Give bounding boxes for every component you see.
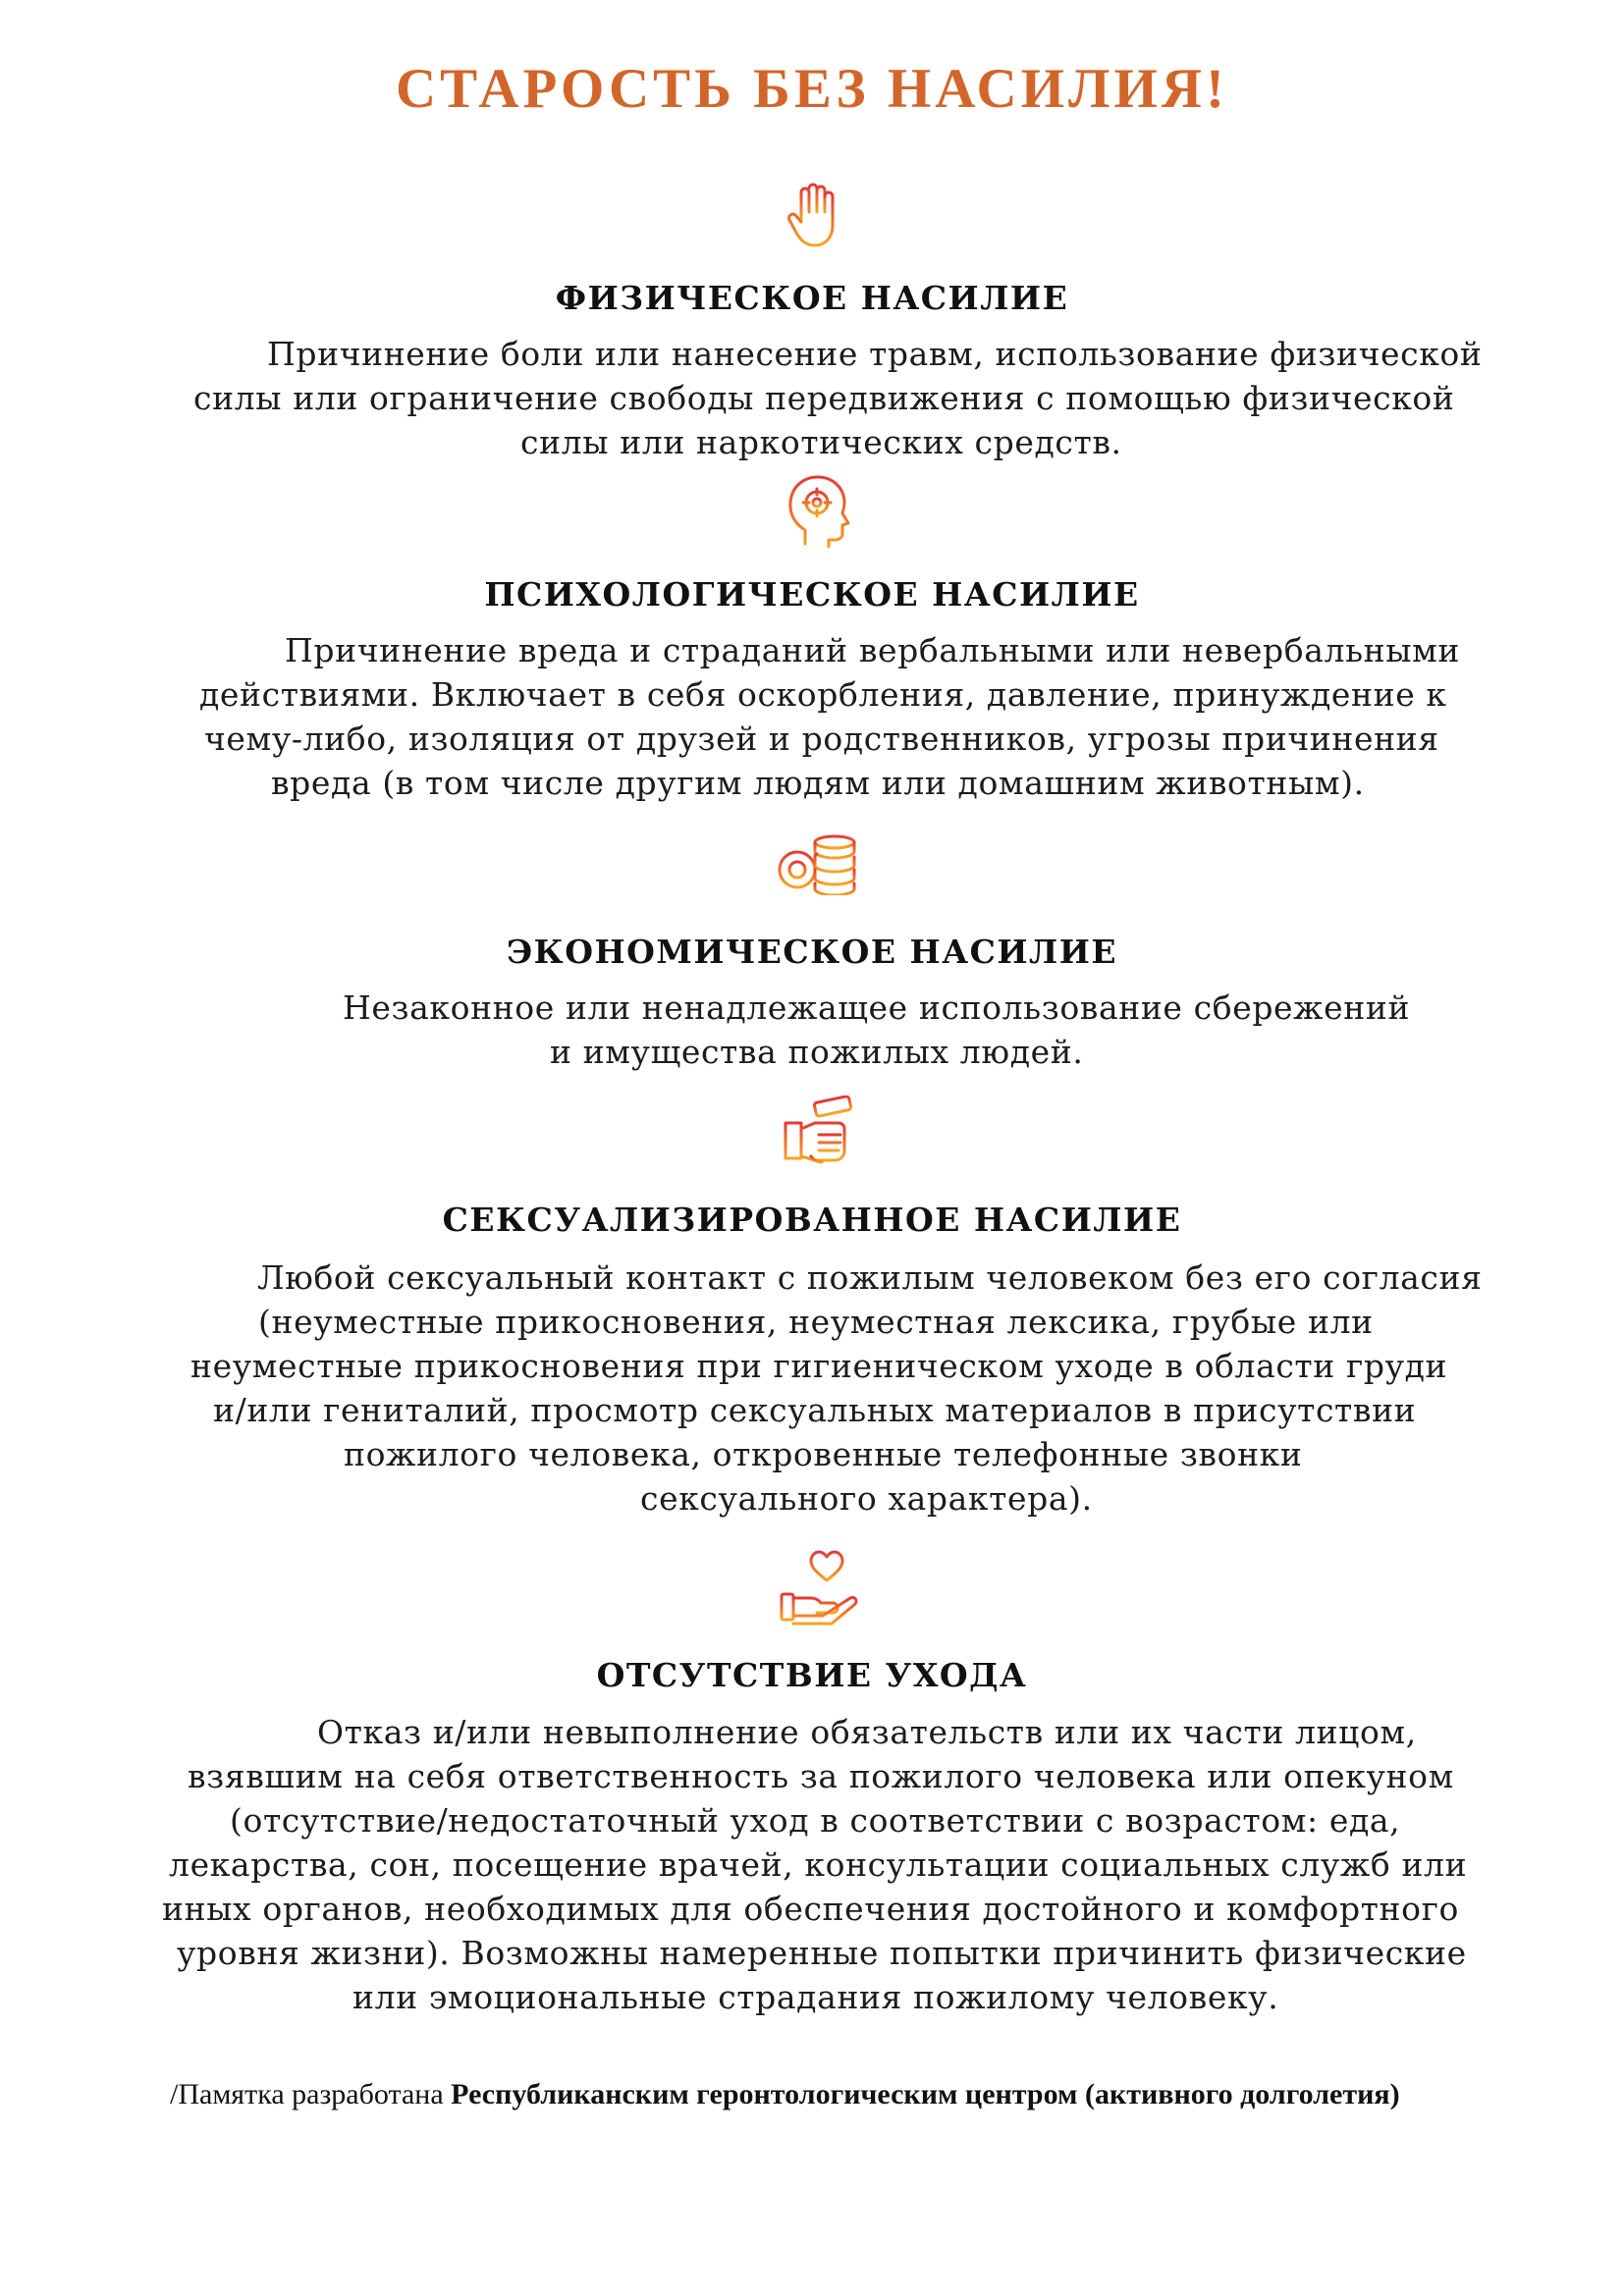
section-text-line: иных органов, необходимых для обеспечения достойного и комфортного (162, 1890, 1459, 1928)
section-text-line: уровня жизни). Возможны намеренные попытки причинить физические (177, 1934, 1467, 1972)
page-title: СТАРОСТЬ БЕЗ НАСИЛИЯ! (396, 58, 1228, 120)
section-text-line: сексуального характера). (640, 1479, 1093, 1518)
section-text-line: Незаконное или ненадлежащее использование сбережений (343, 988, 1411, 1027)
footer-credit (170, 2078, 1400, 2111)
section-text-line: Любой сексуальный контакт с пожилым человеком без его согласия (257, 1258, 1483, 1297)
coins-icon (776, 832, 864, 895)
section-text-line: (отсутствие/недостаточный уход в соответствии с возрастом: еда, (230, 1801, 1401, 1840)
section-text-line: взявшим на себя ответственность за пожилого человека или опекуном (188, 1757, 1454, 1795)
section-text-line: и/или гениталий, просмотр сексуальных материалов в присутствии (213, 1391, 1417, 1429)
raised-hand-icon (784, 177, 846, 251)
section-text-line: лекарства, сон, посещение врачей, консультации социальных служб или (169, 1845, 1468, 1884)
handshake-icon (780, 1095, 858, 1170)
section-heading-neglect: ОТСУТСТВИЕ УХОДА (596, 1656, 1028, 1694)
section-heading-economic: ЭКОНОМИЧЕСКОЕ НАСИЛИЕ (506, 933, 1118, 971)
section-text-line: Причинение боли или нанесение травм, использование физической (267, 335, 1483, 373)
section-heading-physical: ФИЗИЧЕСКОЕ НАСИЛИЕ (555, 279, 1069, 317)
footer-prefix: /Памятка разработана (170, 2078, 452, 2110)
section-text-line: Причинение вреда и страданий вербальными или невербальными (285, 631, 1460, 669)
section-heading-sexualized: СЕКСУАЛИЗИРОВАННОЕ НАСИЛИЕ (442, 1201, 1182, 1239)
section-text-line: и имущества пожилых людей. (550, 1033, 1084, 1071)
footer-organization: Республиканским геронтологическим центром (активного долголетия) (451, 2078, 1400, 2110)
section-text-line: вреда (в том числе другим людям или домашним животным). (271, 764, 1365, 802)
heart-in-hand-icon (778, 1547, 860, 1626)
section-text-line: или эмоциональные страдания пожилому человеку. (352, 1978, 1279, 2016)
section-text-line: (неуместные прикосновения, неуместная лексика, грубые или (258, 1303, 1374, 1341)
section-text-line: неуместные прикосновения при гигиеническом уходе в области груди (190, 1347, 1448, 1385)
head-brain-icon (782, 473, 852, 548)
section-text-line: действиями. Включает в себя оскорбления, давление, принуждение к (199, 675, 1447, 714)
section-text-line: силы или ограничение свободы передвижения с помощью физической (193, 379, 1455, 417)
section-heading-psychological: ПСИХОЛОГИЧЕСКОЕ НАСИЛИЕ (484, 575, 1140, 614)
section-text-line: чему-либо, изоляция от друзей и родственников, угрозы причинения (204, 720, 1439, 758)
section-text-line: Отказ и/или невыполнение обязательств или их части лицом, (317, 1713, 1417, 1751)
section-text-line: силы или наркотических средств. (520, 423, 1122, 461)
section-text-line: пожилого человека, откровенные телефонные звонки (344, 1435, 1303, 1473)
